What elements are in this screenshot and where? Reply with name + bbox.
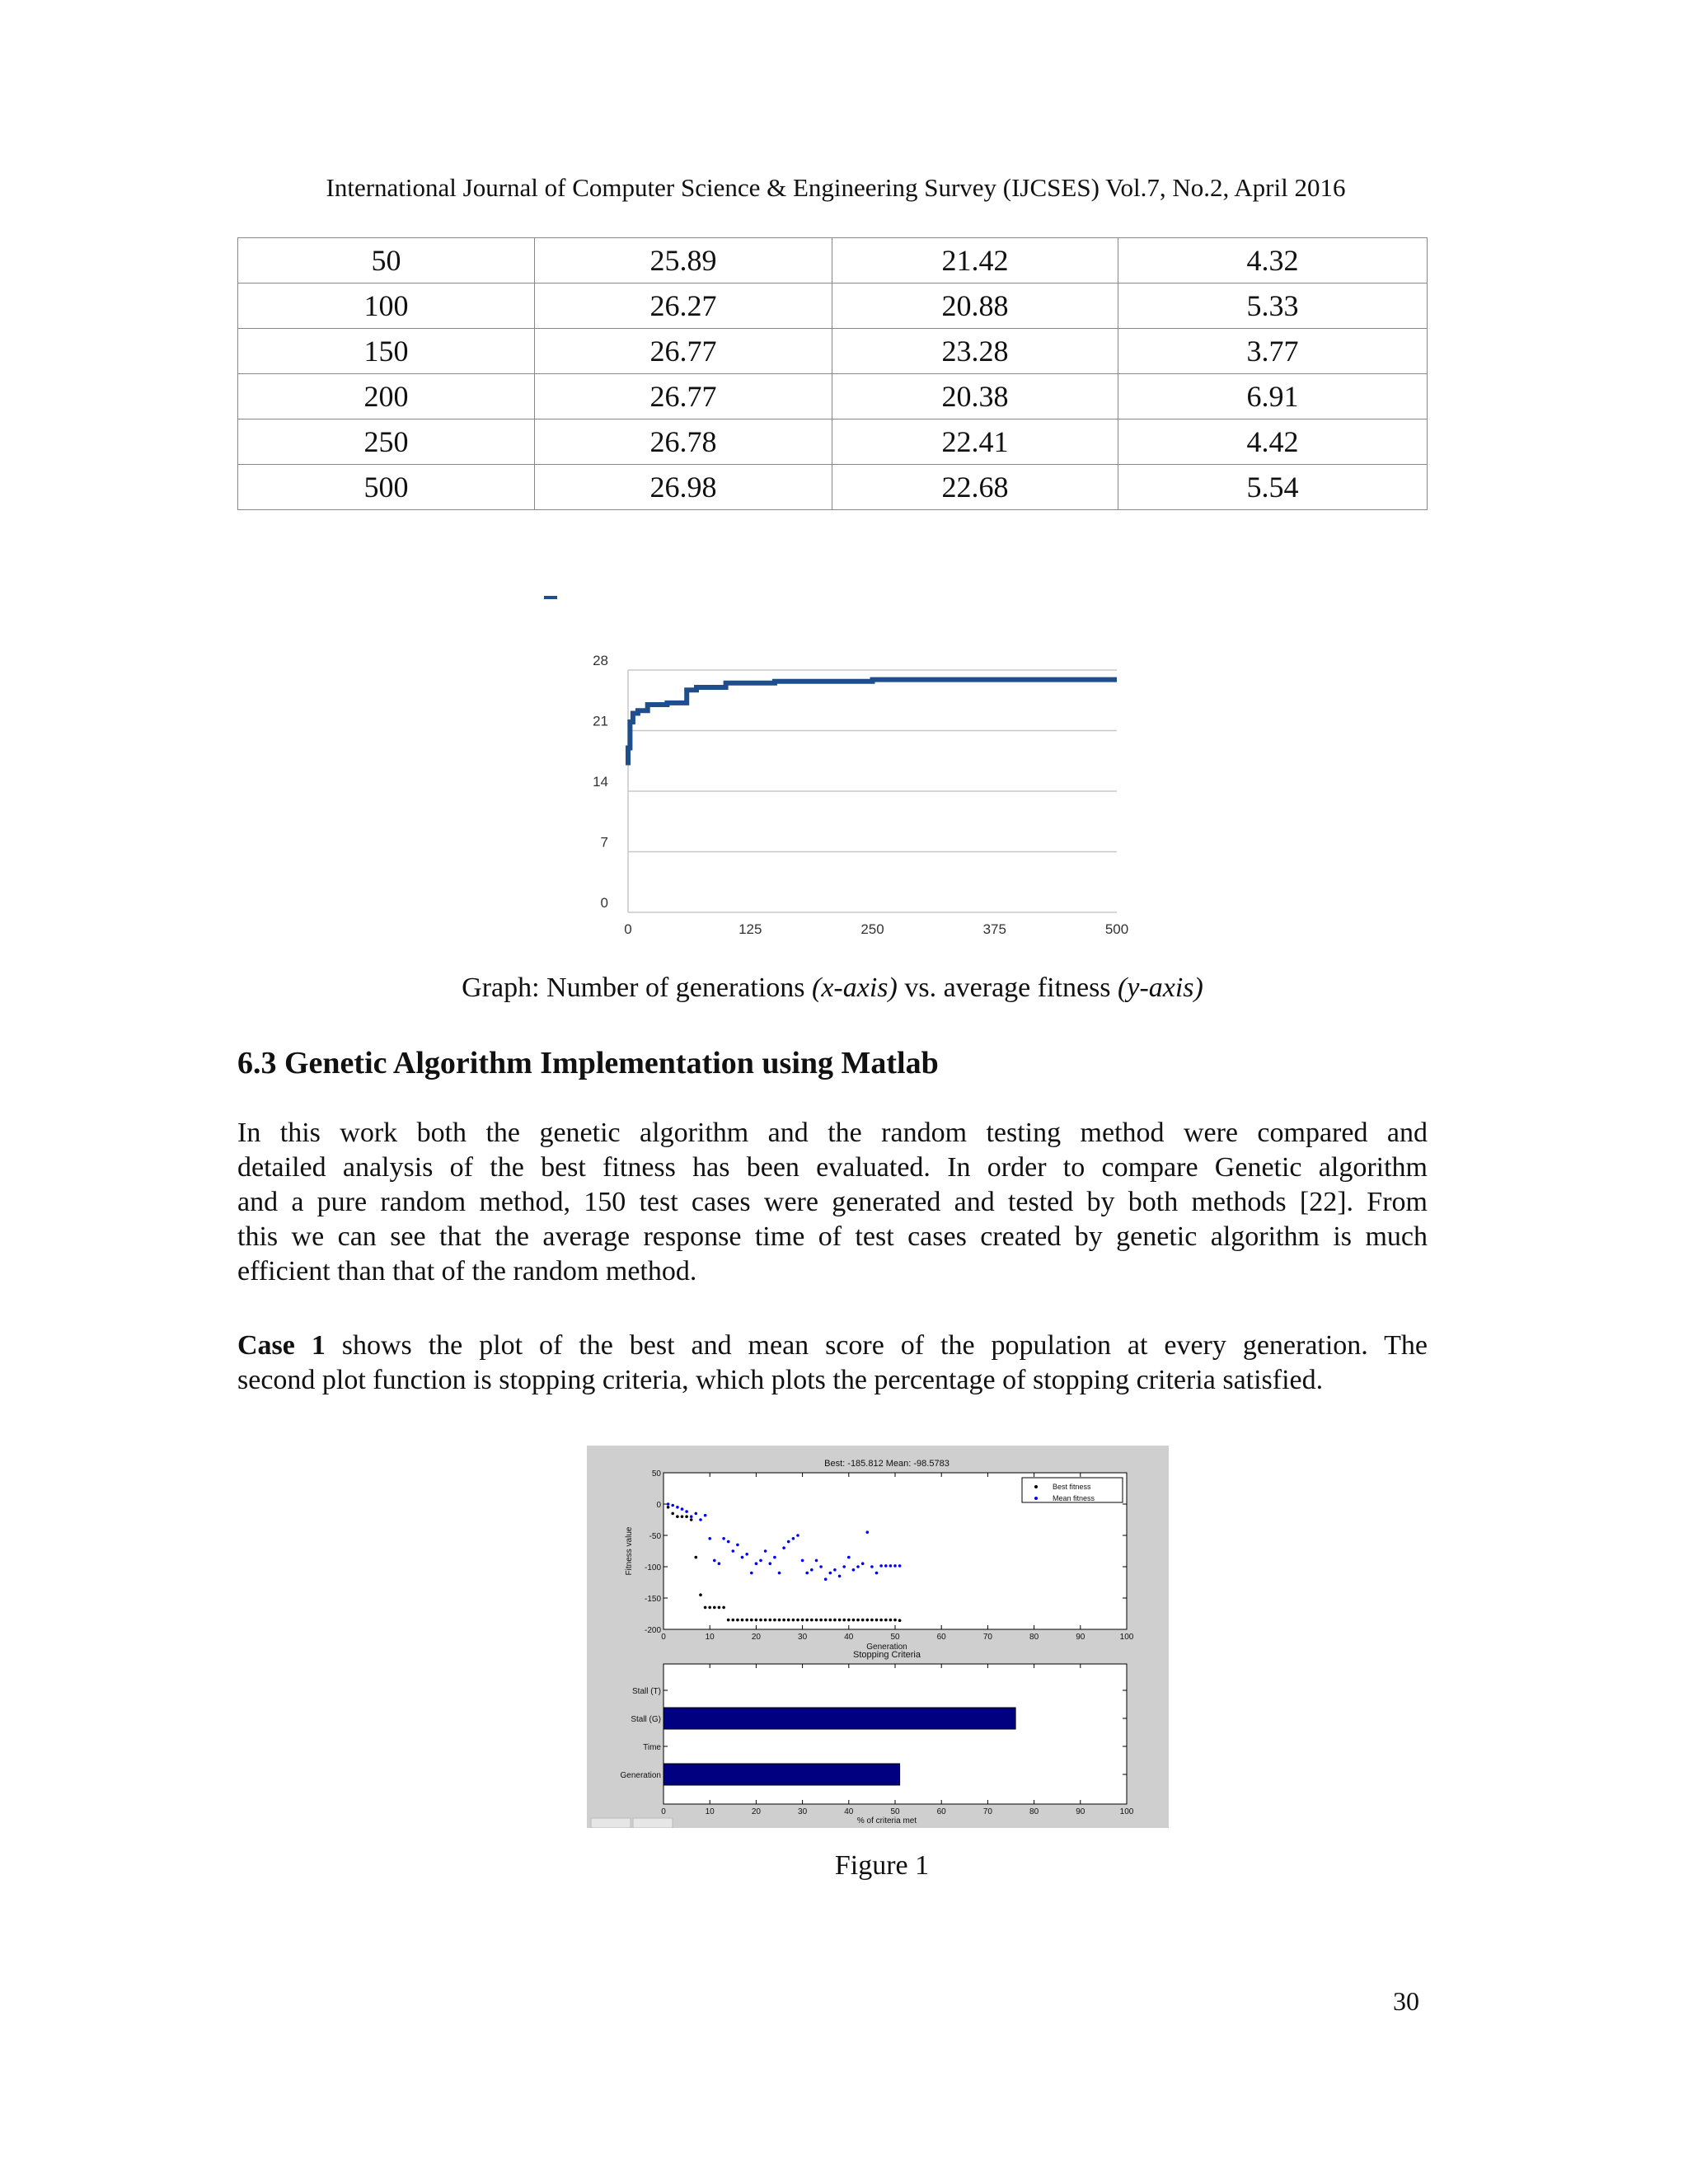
figure-toolbar-button[interactable] [591,1818,631,1828]
table-cell: 5.33 [1118,284,1428,329]
best-fitness-point [778,1619,781,1622]
table-cell: 20.38 [832,374,1118,419]
best-fitness-point [801,1619,804,1622]
table-cell: 22.41 [832,419,1118,465]
table-cell: 26.77 [535,329,832,374]
y-axis-label: Fitness value [625,1526,634,1576]
table-cell: 6.91 [1118,374,1428,419]
table-cell: 20.88 [832,284,1118,329]
mean-fitness-point [699,1518,702,1521]
table-cell: 22.68 [832,465,1118,510]
mean-fitness-point [870,1565,874,1568]
section-heading: 6.3 Genetic Algorithm Implementation using Matlab [237,1046,939,1080]
mean-fitness-point [861,1562,865,1565]
best-fitness-point [732,1619,735,1622]
mean-fitness-point [741,1556,744,1559]
paragraph-case-1 [237,1329,1428,1398]
mean-fitness-point [782,1546,785,1549]
best-fitness-point [810,1619,814,1622]
mean-fitness-point [833,1568,837,1572]
mean-fitness-point [695,1512,698,1516]
best-fitness-point [745,1619,748,1622]
mean-fitness-point [732,1549,735,1553]
mean-fitness-point [815,1559,818,1563]
mean-fitness-point [875,1572,879,1575]
best-fitness-point [805,1619,809,1622]
best-fitness-point [764,1619,767,1622]
best-fitness-point [875,1619,879,1622]
mean-fitness-point [787,1540,790,1544]
table-row [238,374,1428,419]
best-fitness-point [671,1512,674,1516]
x-tick-label: 30 [798,1633,808,1642]
mean-fitness-point [856,1565,860,1568]
best-fitness-point [787,1619,790,1622]
best-fitness-point [676,1515,679,1518]
table-cell: 26.77 [535,374,832,419]
y-tick-label: 7 [600,834,608,851]
best-fitness-point [792,1619,795,1622]
best-fitness-point [681,1515,684,1518]
best-fitness-point [722,1606,725,1610]
legend-marker [1034,1497,1038,1500]
mean-fitness-point [685,1510,688,1513]
x-tick-label: 60 [936,1807,946,1816]
best-fitness-point [879,1619,883,1622]
mean-fitness-point [736,1544,739,1547]
category-label: Time [643,1743,661,1752]
table-cell: 4.42 [1118,419,1428,465]
mean-fitness-point [704,1514,707,1517]
best-fitness-point [815,1619,818,1622]
best-fitness-point [898,1619,902,1622]
x-tick-label: 50 [890,1633,900,1642]
table-cell: 100 [238,284,535,329]
x-tick-label: 250 [860,921,884,937]
best-fitness-point [704,1606,707,1610]
paragraph-line: and a pure random method, 150 test cases were generated and tested by both methods [22]. From [237,1187,1428,1217]
mean-fitness-point [829,1572,832,1575]
best-fitness-point [755,1619,758,1622]
category-label: Stall (G) [631,1715,661,1724]
mean-fitness-point [879,1564,883,1568]
best-fitness-point [796,1619,799,1622]
best-fitness-point [829,1619,832,1622]
table-row [238,465,1428,510]
best-fitness-point [833,1619,837,1622]
x-tick-label: 40 [844,1807,854,1816]
mean-fitness-point [819,1565,823,1568]
best-fitness-point [685,1515,688,1518]
mean-fitness-point [708,1537,711,1540]
best-fitness-point [782,1619,785,1622]
table-cell: 26.78 [535,419,832,465]
mean-fitness-point [681,1507,684,1511]
x-axis-label: % of criteria met [856,1816,917,1825]
table-row [238,419,1428,465]
best-fitness-point [842,1619,846,1622]
best-fitness-point [870,1619,874,1622]
journal-header: International Journal of Computer Science & Engineering Survey (IJCSES) Vol.7, No.2, April 2016 [326,173,1346,202]
mean-fitness-point [898,1564,902,1568]
best-fitness-point [893,1619,897,1622]
table-cell: 3.77 [1118,329,1428,374]
x-tick-label: 70 [982,1807,992,1816]
best-fitness-point [690,1518,693,1521]
best-fitness-point [847,1619,851,1622]
x-tick-label: 40 [844,1633,854,1642]
x-tick-label: 0 [661,1807,666,1816]
table-cell: 25.89 [535,238,832,284]
x-tick-label: 90 [1076,1633,1085,1642]
mean-fitness-point [713,1559,716,1563]
mean-fitness-point [824,1577,828,1581]
y-tick-label: 0 [656,1501,661,1510]
page-number: 30 [1393,1986,1419,2016]
mean-fitness-point [796,1534,799,1537]
y-tick-label: 50 [651,1469,661,1479]
table-cell: 250 [238,419,535,465]
best-fitness-point [838,1619,842,1622]
best-fitness-point [852,1619,856,1622]
best-fitness-point [741,1619,744,1622]
average-fitness-line [628,680,1117,766]
graph-caption: Graph: Number of generations (x-axis) vs. average fitness (y-axis) [462,972,1203,1003]
y-tick-label: -50 [649,1532,661,1541]
fitness-line-chart [569,651,1154,940]
category-label: Generation [620,1771,661,1780]
best-fitness-point [699,1593,702,1596]
x-tick-label: 20 [751,1633,761,1642]
mean-fitness-point [805,1572,809,1575]
paragraph-line: efficient than that of the random method. [237,1256,697,1286]
table-cell: 5.54 [1118,465,1428,510]
paragraph-line: detailed analysis of the best fitness has been evaluated. In order to compare Genetic algorithm [237,1152,1428,1183]
best-fitness-point [824,1619,828,1622]
x-tick-label: 30 [798,1807,808,1816]
mean-fitness-point [842,1565,846,1568]
table-row [238,238,1428,284]
stopping-plot-title: Stopping Criteria [853,1650,921,1660]
best-fitness-point [773,1619,776,1622]
best-fitness-point [861,1619,865,1622]
y-tick-label: -200 [644,1626,661,1635]
mean-fitness-point [727,1540,730,1544]
x-tick-label: 0 [624,921,632,937]
x-tick-label: 70 [982,1633,992,1642]
mean-fitness-point [764,1549,767,1553]
stray-mark [544,596,557,599]
mean-fitness-point [889,1564,893,1568]
x-tick-label: 100 [1119,1633,1134,1642]
x-tick-label: 20 [751,1807,761,1816]
table-cell: 500 [238,465,535,510]
best-fitness-point [708,1606,711,1610]
x-tick-label: 60 [936,1633,946,1642]
table-cell: 4.32 [1118,238,1428,284]
best-fitness-point [769,1619,772,1622]
x-axis-label: Generation [866,1643,907,1652]
paragraph-ga-vs-random [237,1116,1428,1289]
mean-fitness-point [838,1575,842,1578]
figure-caption: Figure 1 [834,1850,930,1881]
figure-toolbar-button[interactable] [633,1818,673,1828]
mean-fitness-point [847,1556,851,1559]
mean-fitness-point [769,1562,772,1565]
x-tick-label: 90 [1076,1807,1085,1816]
legend-marker [1034,1485,1038,1488]
table-cell: 200 [238,374,535,419]
x-tick-label: 0 [661,1633,666,1642]
mean-fitness-point [667,1502,670,1506]
stopping-criteria-bar [663,1708,1015,1729]
y-tick-label: -150 [644,1595,661,1604]
y-tick-label: -100 [644,1563,661,1572]
best-fitness-point [759,1619,762,1622]
best-fitness-point [667,1506,670,1509]
matlab-ga-figure [587,1446,1169,1828]
results-table [237,237,1428,510]
mean-fitness-point [773,1556,776,1559]
mean-fitness-point [755,1562,758,1565]
mean-fitness-point [745,1553,748,1556]
paragraph-line: In this work both the genetic algorithm and the random testing method were compared and [237,1118,1428,1148]
best-fitness-point [713,1606,716,1610]
table-row [238,329,1428,374]
mean-fitness-point [671,1504,674,1507]
fitness-plot-title: Best: -185.812 Mean: -98.5783 [824,1459,950,1469]
legend-label: Mean fitness [1053,1494,1095,1502]
mean-fitness-point [778,1572,781,1575]
fitness-legend [1022,1478,1123,1502]
x-tick-label: 125 [738,921,762,937]
category-label: Stall (T) [632,1687,661,1696]
x-tick-label: 100 [1119,1807,1134,1816]
mean-fitness-point [866,1530,870,1534]
best-fitness-point [889,1619,893,1622]
x-tick-label: 500 [1104,921,1129,937]
paragraph-line: Case 1 shows the plot of the best and mean score of the population at every generation. The [237,1330,1428,1361]
table-row [238,284,1428,329]
y-tick-label: 28 [593,653,608,668]
stopping-criteria-bar [663,1764,900,1785]
best-fitness-point [866,1619,870,1622]
best-fitness-point [718,1606,721,1610]
paragraph-line: this we can see that the average response time of test cases created by genetic algorithm is much [237,1221,1428,1252]
y-tick-label: 0 [600,895,608,911]
table-cell: 150 [238,329,535,374]
x-tick-label: 375 [982,921,1006,937]
best-fitness-point [819,1619,823,1622]
x-tick-label: 80 [1029,1807,1039,1816]
best-fitness-point [750,1619,753,1622]
table-cell: 26.98 [535,465,832,510]
mean-fitness-point [759,1559,762,1563]
best-fitness-point [884,1619,888,1622]
mean-fitness-point [690,1515,693,1518]
y-tick-label: 21 [593,713,608,729]
table-cell: 50 [238,238,535,284]
x-tick-label: 10 [705,1807,715,1816]
mean-fitness-point [852,1568,856,1572]
best-fitness-point [695,1556,698,1559]
legend-label: Best fitness [1053,1483,1091,1491]
table-cell: 23.28 [832,329,1118,374]
mean-fitness-point [893,1564,897,1568]
x-tick-label: 10 [705,1633,715,1642]
best-fitness-point [727,1619,730,1622]
mean-fitness-point [801,1559,804,1563]
mean-fitness-point [676,1506,679,1509]
mean-fitness-point [792,1537,795,1540]
x-tick-label: 80 [1029,1633,1039,1642]
table-cell: 21.42 [832,238,1118,284]
mean-fitness-point [810,1568,814,1572]
mean-fitness-point [722,1537,725,1540]
paragraph-line: second plot function is stopping criteria, which plots the percentage of stopping criteria satisfied. [237,1365,1324,1395]
mean-fitness-point [884,1564,888,1568]
y-tick-label: 14 [593,774,608,790]
x-tick-label: 50 [890,1807,900,1816]
mean-fitness-point [750,1572,753,1575]
table-cell: 26.27 [535,284,832,329]
best-fitness-point [736,1619,739,1622]
mean-fitness-point [718,1562,721,1565]
best-fitness-point [856,1619,860,1622]
